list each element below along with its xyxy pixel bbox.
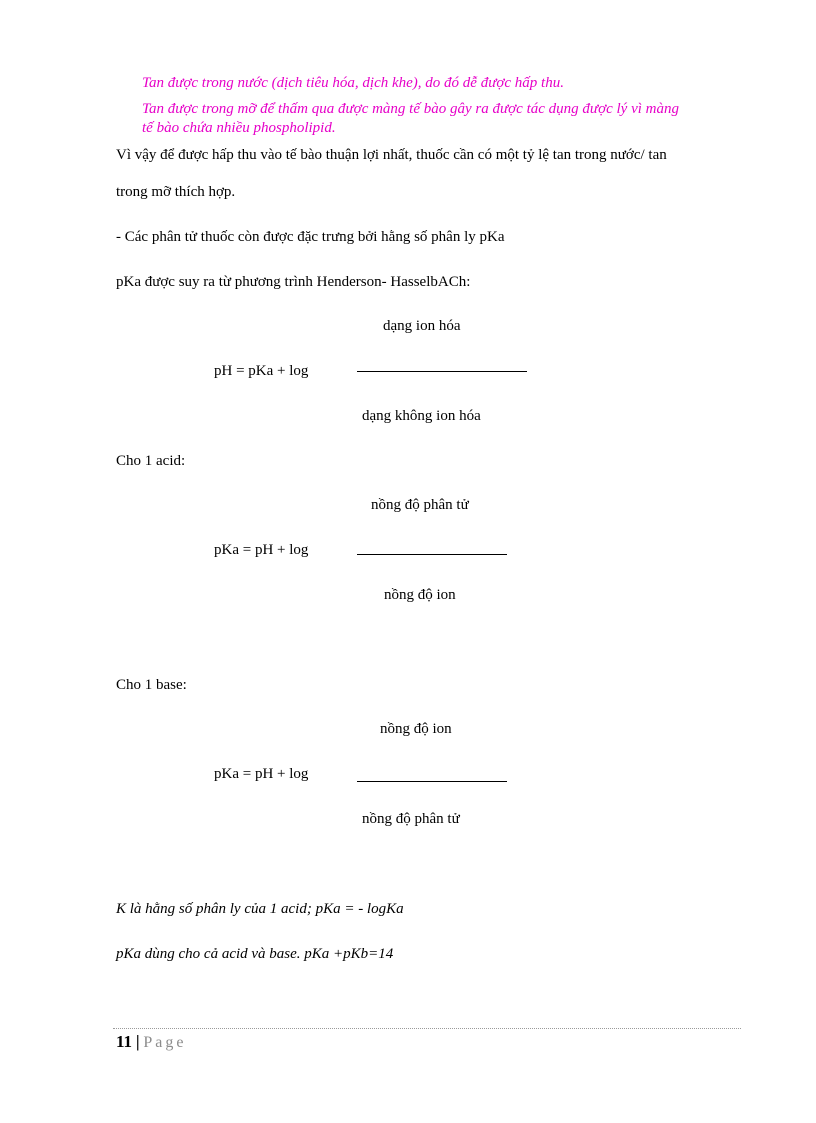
section-label: Cho 1 base: bbox=[116, 677, 187, 693]
paragraph-line: Vì vậy để được hấp thu vào tế bào thuận lợi nhất, thuốc cần có một tỷ lệ tan trong nước/ tan bbox=[116, 147, 667, 163]
note: K là hằng số phân ly của 1 acid; pKa = - logKa bbox=[116, 901, 404, 917]
section-label: Cho 1 acid: bbox=[116, 453, 186, 469]
fraction-bar bbox=[357, 371, 527, 372]
equation-lhs: pKa = pH + log bbox=[214, 766, 309, 782]
page-separator: | bbox=[135, 1032, 140, 1051]
page-number: 11 bbox=[116, 1032, 133, 1051]
page-label: Page bbox=[143, 1034, 187, 1051]
bullet-text-line1: Tan được trong mỡ để thấm qua được màng tế bào gây ra được tác dụng được lý vì màng bbox=[142, 101, 679, 117]
footer-divider bbox=[113, 1028, 741, 1029]
equation-numerator: nồng độ phân tử bbox=[371, 497, 469, 513]
equation-numerator: nồng độ ion bbox=[380, 721, 452, 737]
paragraph: pKa được suy ra từ phương trình Henderson- HasselbACh: bbox=[116, 274, 471, 290]
page-footer bbox=[116, 1032, 186, 1052]
paragraph: - Các phân tử thuốc còn được đặc trưng bởi hằng số phân ly pKa bbox=[116, 229, 505, 245]
equation-denominator: nồng độ ion bbox=[384, 587, 456, 603]
bullet-text: Tan được trong nước (dịch tiêu hóa, dịch khe), do đó dễ được hấp thu. bbox=[142, 75, 564, 91]
equation-denominator: nồng độ phân tử bbox=[362, 811, 460, 827]
equation-lhs: pKa = pH + log bbox=[214, 542, 309, 558]
equation-lhs: pH = pKa + log bbox=[214, 363, 309, 379]
fraction-bar bbox=[357, 781, 507, 782]
equation-numerator: dạng ion hóa bbox=[383, 318, 461, 334]
fraction-bar bbox=[357, 554, 507, 555]
equation-denominator: dạng không ion hóa bbox=[362, 408, 481, 424]
bullet-text-line2: tế bào chứa nhiều phospholipid. bbox=[142, 120, 336, 136]
note: pKa dùng cho cả acid và base. pKa +pKb=14 bbox=[116, 946, 394, 962]
paragraph-line: trong mỡ thích hợp. bbox=[116, 184, 236, 200]
